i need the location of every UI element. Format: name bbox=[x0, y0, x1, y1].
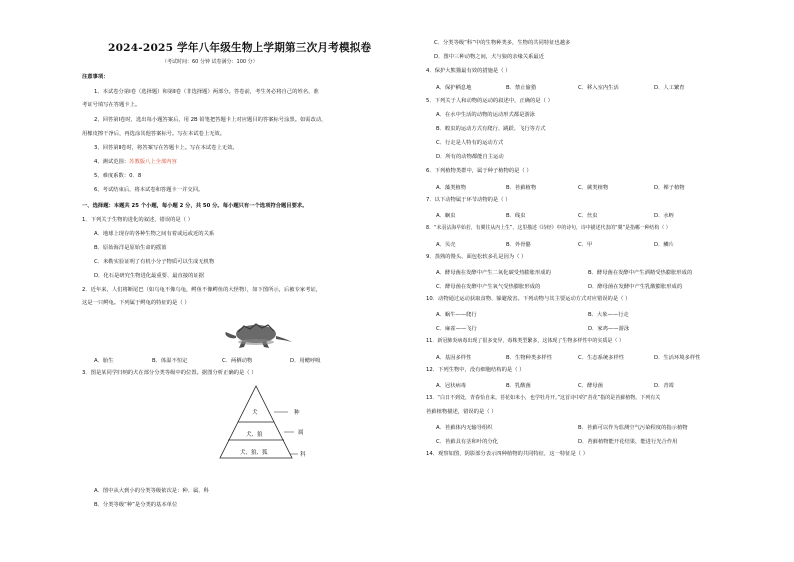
q5-option-b: B．蝗虫的运动方式有爬行、跳跃、飞行等方式 bbox=[436, 126, 546, 132]
q13-option-d: D．苔藓植物能开花结果，能进行光合作用 bbox=[578, 439, 678, 445]
q6-option-c: C．蕨类植物 bbox=[578, 185, 609, 191]
q1-stem: 1．下列关于生物的进化的叙述，错误的是（ ） bbox=[82, 217, 193, 223]
q9-option-d: D．酵母菌在发酵中产生乳酸膨胀形成的 bbox=[588, 284, 683, 290]
notes-heading: 注意事项： bbox=[82, 74, 109, 80]
q7-option-a: A．蛔虫 bbox=[436, 213, 456, 219]
note-2a: 2、回答第Ⅰ卷时，选出每小题答案后，用 2B 铅笔把答题卡上对应题目的答案标号涂黑。如需改动， bbox=[94, 117, 327, 123]
exam-title: 2024-2025 学年八年级生物上学期第三次月考模拟卷 bbox=[108, 42, 372, 54]
q9-option-a: A．酵母菌在发酵中产生二氧化碳受热膨胀形成的 bbox=[436, 270, 551, 276]
q12-option-d: D．青霉 bbox=[654, 383, 674, 389]
q3-option-c: C．分类等级“科”中的生物种类多，生物的共同特征也越多 bbox=[434, 40, 571, 46]
q2-option-d: D．用鳃呼吸 bbox=[290, 358, 321, 364]
triangle-rank-species: 种 bbox=[294, 410, 300, 416]
note-3: 3、回答第Ⅱ卷时，将答案写在答题卡上。写在本试卷上无效。 bbox=[94, 145, 238, 151]
q5-option-a: A．在水中生活的动物的运动形式都是游泳 bbox=[436, 112, 535, 118]
q1-option-d: D．化石是研究生物进化最重要、最直接的证据 bbox=[94, 273, 205, 279]
q5-option-d: D．所有的动物都能自主运动 bbox=[436, 154, 504, 160]
q6-option-a: A．藻类植物 bbox=[436, 185, 467, 191]
q2-option-c: C．两栖动物 bbox=[222, 358, 253, 364]
q10-option-d: D．家鸡——游泳 bbox=[588, 326, 630, 332]
classification-triangle-diagram bbox=[218, 384, 310, 464]
q8-option-a: A．贝壳 bbox=[436, 242, 456, 248]
q6-option-b: B．苔藓植物 bbox=[506, 185, 537, 191]
q5-stem: 5．下列关于人和动物的运动的叙述中，正确的是（ ） bbox=[426, 98, 553, 104]
q10-option-a: A．蜗牛——爬行 bbox=[436, 312, 477, 318]
note-1a: 1、本试卷分第Ⅰ卷（选择题）和第Ⅱ卷（非选择题）两部分。答卷前，考生务必将自己的姓名、准 bbox=[94, 89, 319, 95]
q12-option-b: B．乳酸菌 bbox=[506, 383, 531, 389]
q4-option-b: B．禁止偷猎 bbox=[506, 85, 537, 91]
q11-option-c: C．生态系统多样性 bbox=[578, 355, 625, 361]
exam-subtitle: （考试时间：60 分钟 试卷满分：100 分） bbox=[162, 59, 258, 65]
scope-label: 4、测试范围： bbox=[94, 159, 130, 165]
q12-stem: 12．下列生物中，没有细胞结构的是（ ） bbox=[426, 367, 525, 373]
q2-stem-1: 2．近年来，人们将断尾巴（如乌龟不像乌龟，鳄鱼不像鳄鱼的大怪物），如下图所示，后被专家考证， bbox=[82, 287, 322, 293]
q8-option-d: D．鳞片 bbox=[654, 242, 674, 248]
note-6: 6、考试结束后，将本试卷和答题卡一并交回。 bbox=[94, 187, 204, 193]
q9-option-c: C．酵母菌在发酵中产生氧气受热膨胀形成的 bbox=[436, 284, 541, 290]
triangle-rank-genus: 属 bbox=[298, 430, 304, 436]
q1-option-c: C．米勒实验证明了有机小分子物质可以生成无机物 bbox=[94, 259, 215, 265]
q2-option-b: B．体温不恒定 bbox=[152, 358, 188, 364]
scope-value: 苏教版八上全部内容 bbox=[129, 159, 177, 165]
note-5: 5、难度系数：0．8 bbox=[94, 173, 142, 179]
triangle-rank-family: 科 bbox=[300, 452, 306, 458]
q13-stem-1: 13．“白日不到处，青春恰自来。苔花如米小，也学牡丹开。”这首诗中的“苔花”指的是苔藓植物。下列有关 bbox=[426, 395, 661, 401]
section1-heading: 一、选择题：本题共 25 个小题，每小题 2 分，共 50 分。每小题只有一个选项符合题目要求。 bbox=[82, 203, 308, 209]
q10-option-b: B．大象——行走 bbox=[588, 312, 629, 318]
q12-option-a: A．冠状病毒 bbox=[436, 383, 467, 389]
q6-option-d: D．裸子植物 bbox=[654, 185, 685, 191]
note-1b: 考证号填写在答题卡上。 bbox=[82, 102, 141, 108]
q1-option-a: A．地球上现存的各种生物之间有着或远或近的关系 bbox=[94, 231, 215, 237]
q8-stem: 8．“未羽沾海早始若，有翼往从内上生”，这里描述《诗经》中的诗句，诗中描述代表的“翼”是指哪一种结构（ ） bbox=[426, 225, 671, 231]
q4-option-a: A．保护栖息地 bbox=[436, 85, 472, 91]
q11-option-d: D．生活环境多样性 bbox=[654, 355, 701, 361]
q7-option-d: D．水蛭 bbox=[654, 213, 674, 219]
q11-option-b: B．生物种类多样性 bbox=[506, 355, 553, 361]
q13-option-c: C．苔藓具有茎和叶的分化 bbox=[436, 439, 498, 445]
q2-option-a: A．胎生 bbox=[94, 358, 114, 364]
note-2b: 用橡皮擦干净后，再选涂其他答案标号。写在本试卷上无效。 bbox=[82, 131, 226, 137]
q7-stem: 7．以下动物属于环节动物的是（ ） bbox=[426, 197, 511, 203]
q3-stem: 3．图是某同学归纳的犬在部分分类等级中的位置。据图分析正确的是（ ） bbox=[82, 370, 257, 376]
q12-option-c: C．酵母菌 bbox=[578, 383, 603, 389]
q6-stem: 6．下列植物类群中，属于种子植物的是（ ） bbox=[426, 168, 532, 174]
q1-option-b: B．原始海洋是原始生命的摇篮 bbox=[94, 245, 167, 251]
triangle-row-2: 犬、狼 bbox=[246, 432, 263, 438]
q13-stem-2: 苔藓植物描述，错误的是（ ） bbox=[426, 409, 497, 415]
q9-option-b: B．酵母菌在发酵中产生酒精受热膨胀形成的 bbox=[588, 270, 693, 276]
q7-option-c: C．丝虫 bbox=[578, 213, 598, 219]
q3-option-b: B．分类等级“种”是分类的基本单位 bbox=[94, 502, 178, 508]
q13-option-b: B．苔藓可以作为监测空气污染程度的指示植物 bbox=[578, 425, 688, 431]
q5-option-c: C．行走是人特有的运动方式 bbox=[436, 140, 504, 146]
q4-option-c: C．移入室内生活 bbox=[578, 85, 619, 91]
triangle-row-1: 犬 bbox=[252, 410, 258, 416]
note-4 bbox=[94, 159, 177, 166]
q2-stem-2: 这是一只鳄龟。下列属于鳄龟的特征的是（ ） bbox=[82, 300, 190, 306]
q8-option-c: C．甲 bbox=[578, 242, 593, 248]
q13-option-a: A．苔藓体内无输导组织 bbox=[436, 425, 493, 431]
q7-option-b: B．线虫 bbox=[506, 213, 526, 219]
snapping-turtle-image bbox=[222, 316, 294, 352]
q3-option-a: A．图中从大到小的分类等级依次是：种、属、科 bbox=[94, 488, 209, 494]
triangle-row-3: 犬、狼、狐 bbox=[240, 450, 268, 456]
q3-option-d: D．图中三种动物之间，犬与狼的亲缘关系最近 bbox=[434, 54, 545, 60]
q9-stem: 9．蒸熟的馒头、面包松软多孔是因为（ ） bbox=[426, 254, 527, 260]
q4-stem: 4．保护大熊猫最有效的措施是（ ） bbox=[426, 68, 511, 74]
q11-option-a: A．基因多样性 bbox=[436, 355, 472, 361]
q14-stem: 14．观察如图，阴影部分表示四种植物的共同特征，这一特征是（ ） bbox=[426, 451, 589, 457]
q11-stem: 11．新冠肺炎病毒出现了很多变异，毒株类型繁多，这体现了生物多样性中的实质是（ ） bbox=[426, 338, 624, 344]
q10-option-c: C．麻雀——飞行 bbox=[436, 326, 477, 332]
q8-option-b: B．外骨骼 bbox=[506, 242, 531, 248]
q10-stem: 10．动物通过运动获取食物、躲避敌害。下列动物与其主要运动方式对应错误的是（ ） bbox=[426, 296, 631, 302]
q4-option-d: D．人工繁育 bbox=[654, 85, 685, 91]
